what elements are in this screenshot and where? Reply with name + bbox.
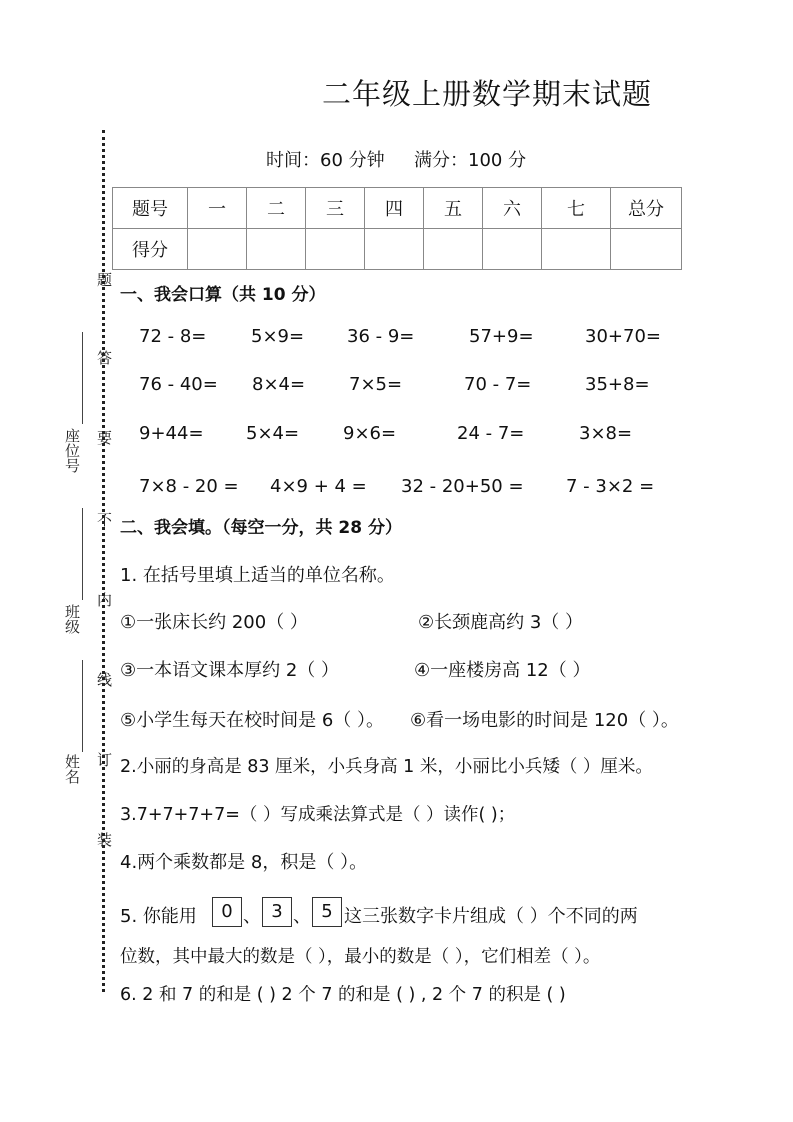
table-header-cell: 六: [483, 188, 542, 229]
calc-item: 7 - 3×2 =: [566, 476, 655, 497]
score-cell[interactable]: [483, 229, 542, 270]
seat-number-line: [82, 332, 83, 424]
margin-word: 内: [95, 592, 113, 607]
question-5-line-2: 位数，其中最大的数是（ ），最小的数是（ ），它们相差（ ）。: [120, 947, 601, 967]
table-header-cell: 一: [188, 188, 247, 229]
calc-item: 36 - 9=: [347, 326, 415, 347]
score-table: [112, 187, 682, 270]
calc-item: 32 - 20+50 =: [401, 476, 524, 497]
digit-card: 0: [212, 897, 242, 927]
score-cell[interactable]: [188, 229, 247, 270]
question-1-item: ②长颈鹿高约 3（ ）: [418, 612, 584, 633]
calc-item: 4×9 + 4 =: [270, 476, 367, 497]
margin-word: 装: [95, 832, 113, 847]
section-1-heading: 一、我会口算（共 10 分）: [120, 285, 326, 305]
table-header-cell: 题号: [113, 188, 188, 229]
question-1-item: ③一本语文课本厚约 2（ ）: [120, 660, 340, 681]
calc-item: 7×5=: [349, 374, 403, 395]
digit-card: 5: [312, 897, 342, 927]
margin-word: 不: [95, 512, 113, 527]
digit-card: 3: [262, 897, 292, 927]
calc-item: 7×8 - 20 =: [139, 476, 239, 497]
class-line: [82, 508, 83, 600]
calc-item: 9×6=: [343, 423, 397, 444]
calc-item: 8×4=: [252, 374, 306, 395]
margin-word: 答: [95, 350, 113, 365]
score-cell[interactable]: [365, 229, 424, 270]
full-score-info: 满分：100 分: [414, 150, 527, 171]
margin-word: 线: [95, 672, 113, 687]
calc-item: 24 - 7=: [457, 423, 525, 444]
calc-item: 57+9=: [469, 326, 534, 347]
table-header-cell: 二: [247, 188, 306, 229]
score-table-header-row: [113, 188, 682, 229]
score-table-score-row: [113, 229, 682, 270]
table-header-cell: 五: [424, 188, 483, 229]
margin-word: 订: [95, 752, 113, 767]
question-1-item: ⑥看一场电影的时间是 120（ ）。: [410, 710, 679, 731]
score-cell[interactable]: [542, 229, 611, 270]
question-1: 1. 在括号里填上适当的单位名称。: [120, 565, 395, 586]
question-1-item: ⑤小学生每天在校时间是 6（ ）。: [120, 710, 385, 731]
name-label: 姓名: [63, 754, 81, 784]
card-separator: 、: [243, 906, 261, 927]
question-2: 2.小丽的身高是 83 厘米，小兵身高 1 米，小丽比小兵矮（ ）厘米。: [120, 757, 653, 777]
calc-item: 9+44=: [139, 423, 204, 444]
calc-item: 70 - 7=: [464, 374, 532, 395]
section-2-heading: 二、我会填。（每空一分，共 28 分）: [120, 518, 402, 538]
question-1-item: ④一座楼房高 12（ ）: [414, 660, 591, 681]
calc-item: 35+8=: [585, 374, 650, 395]
question-3: 3.7+7+7+7=（ ）写成乘法算式是（ ）读作( )；: [120, 805, 516, 825]
table-header-cell: 四: [365, 188, 424, 229]
calc-item: 3×8=: [579, 423, 633, 444]
score-cell[interactable]: [306, 229, 365, 270]
table-header-cell: 总分: [611, 188, 682, 229]
name-line: [82, 660, 83, 752]
table-header-cell: 三: [306, 188, 365, 229]
margin-word: 要: [95, 430, 113, 445]
question-1-item: ①一张床长约 200（ ）: [120, 612, 308, 633]
calc-item: 76 - 40=: [139, 374, 218, 395]
score-cell[interactable]: [247, 229, 306, 270]
table-header-cell: 七: [542, 188, 611, 229]
card-separator: 、: [293, 906, 311, 927]
calc-item: 5×9=: [251, 326, 305, 347]
score-cell[interactable]: [611, 229, 682, 270]
margin-word: 题: [95, 272, 113, 287]
score-cell[interactable]: [424, 229, 483, 270]
question-6: 6. 2 和 7 的和是 ( ) 2 个 7 的和是 ( ) , 2 个 7 的积是 ( ): [120, 985, 566, 1005]
question-5-intro: 5. 你能用: [120, 906, 197, 927]
page-title: 二年级上册数学期末试题: [322, 77, 653, 111]
question-5-text: 这三张数字卡片组成（ ）个不同的两: [344, 906, 638, 927]
binding-dotted-line: [102, 130, 105, 992]
calc-item: 30+70=: [585, 326, 661, 347]
time-info: 时间：60 分钟: [266, 150, 385, 171]
calc-item: 5×4=: [246, 423, 300, 444]
table-row-label: 得分: [113, 229, 188, 270]
class-label: 班级: [63, 604, 81, 634]
calc-item: 72 - 8=: [139, 326, 207, 347]
question-4: 4.两个乘数都是 8，积是（ ）。: [120, 852, 368, 873]
seat-number-label: 座位号: [63, 428, 81, 473]
